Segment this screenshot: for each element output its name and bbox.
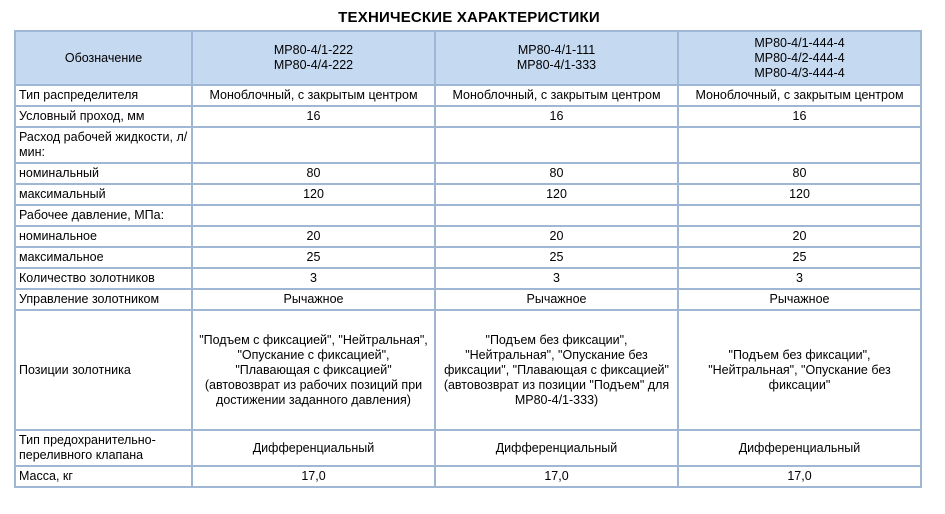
spec-table	[14, 30, 922, 488]
table-row	[15, 310, 921, 430]
cell-value: Моноблочный, с закрытым центром	[678, 85, 921, 106]
cell-value: Моноблочный, с закрытым центром	[435, 85, 678, 106]
cell-value: 17,0	[192, 466, 435, 487]
table-row	[15, 85, 921, 106]
table-row	[15, 205, 921, 226]
empty-cell	[192, 205, 435, 226]
empty-cell	[435, 127, 678, 163]
model-group-2: МР80-4/1-111 МР80-4/1-333	[516, 43, 597, 72]
cell-value: 16	[678, 106, 921, 127]
cell-value: 3	[435, 268, 678, 289]
table-row	[15, 163, 921, 184]
table-title: ТЕХНИЧЕСКИЕ ХАРАКТЕРИСТИКИ	[338, 9, 600, 26]
cell-value: "Подъем без фиксации", "Нейтральная", "Опускание без фиксации"	[708, 347, 891, 392]
row-label: номинальное	[15, 226, 192, 247]
cell-value: 16	[192, 106, 435, 127]
cell-value: 17,0	[435, 466, 678, 487]
cell-value: Рычажное	[435, 289, 678, 310]
table-row	[15, 184, 921, 205]
cell-value: "Подъем с фиксацией", "Нейтральная", "Опускание с фиксацией", "Плавающая с фиксацией" (автовозврат из рабочих позиций при достижении заданного давления)	[199, 332, 428, 407]
row-label: Управление золотником	[15, 289, 192, 310]
table-row	[15, 466, 921, 487]
model-group-3: МР80-4/1-444-4 МР80-4/2-444-4 МР80-4/3-444-4	[754, 35, 845, 80]
cell-value: 3	[678, 268, 921, 289]
table-row	[15, 430, 921, 466]
empty-cell	[678, 205, 921, 226]
row-label: максимальный	[15, 184, 192, 205]
table-row	[15, 289, 921, 310]
table-row	[15, 226, 921, 247]
cell-value: 120	[192, 184, 435, 205]
cell-value: Рычажное	[192, 289, 435, 310]
cell-value: 16	[435, 106, 678, 127]
cell-value: Дифференциальный	[435, 430, 678, 466]
row-label: Тип распределителя	[15, 85, 192, 106]
header-label: Обозначение	[15, 31, 192, 85]
cell-value: 20	[678, 226, 921, 247]
cell-value: 25	[678, 247, 921, 268]
cell-value: Моноблочный, с закрытым центром	[192, 85, 435, 106]
row-label: максимальное	[15, 247, 192, 268]
cell-value: "Подъем без фиксации", "Нейтральная", "Опускание без фиксации", "Плавающая с фиксацией" (автовозврат из позиции "Подъем" для МР80-4/1-333)	[443, 332, 670, 407]
cell-value: 80	[192, 163, 435, 184]
cell-value: 3	[192, 268, 435, 289]
cell-value: 120	[678, 184, 921, 205]
row-label: Расход рабочей жидкости, л/мин:	[15, 127, 192, 163]
table-row	[15, 247, 921, 268]
cell-value: 80	[678, 163, 921, 184]
header-row	[15, 31, 921, 85]
table-row	[15, 106, 921, 127]
empty-cell	[678, 127, 921, 163]
empty-cell	[435, 205, 678, 226]
row-label: Количество золотников	[15, 268, 192, 289]
row-label: Тип предохранительно-переливного клапана	[15, 430, 192, 466]
row-label: номинальный	[15, 163, 192, 184]
table-row	[15, 127, 921, 163]
cell-value: 25	[192, 247, 435, 268]
empty-cell	[192, 127, 435, 163]
cell-value: Дифференциальный	[192, 430, 435, 466]
cell-value: 20	[192, 226, 435, 247]
cell-value: 25	[435, 247, 678, 268]
cell-value: 120	[435, 184, 678, 205]
cell-value: 80	[435, 163, 678, 184]
cell-value: Рычажное	[678, 289, 921, 310]
cell-value: 17,0	[678, 466, 921, 487]
table-row	[15, 268, 921, 289]
row-label: Позиции золотника	[15, 310, 192, 430]
row-label: Масса, кг	[15, 466, 192, 487]
model-group-1: МР80-4/1-222 МР80-4/4-222	[273, 43, 354, 72]
cell-value: Дифференциальный	[678, 430, 921, 466]
cell-value: 20	[435, 226, 678, 247]
row-label: Условный проход, мм	[15, 106, 192, 127]
row-label: Рабочее давление, МПа:	[15, 205, 192, 226]
